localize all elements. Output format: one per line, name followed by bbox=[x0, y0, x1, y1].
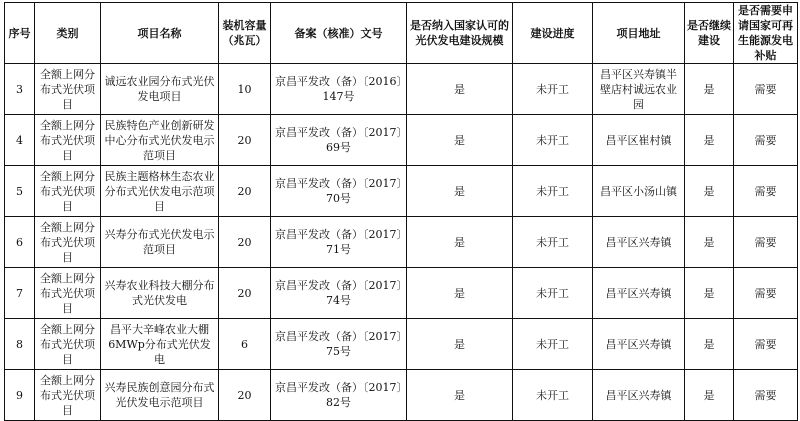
cell-national-scale: 是 bbox=[407, 64, 513, 115]
cell-continue: 是 bbox=[685, 115, 734, 166]
cell-progress: 未开工 bbox=[513, 319, 593, 370]
cell-project-name: 兴寿民族创意园分布式光伏发电示范项目 bbox=[101, 370, 219, 421]
header-national-scale: 是否纳入国家认可的光伏发电建设规模 bbox=[407, 3, 513, 64]
cell-progress: 未开工 bbox=[513, 370, 593, 421]
cell-category: 全额上网分布式光伏项目 bbox=[35, 115, 101, 166]
cell-capacity: 20 bbox=[219, 166, 271, 217]
cell-subsidy: 需要 bbox=[734, 166, 798, 217]
table-row bbox=[5, 268, 798, 319]
table-row bbox=[5, 64, 798, 115]
table-row bbox=[5, 166, 798, 217]
header-progress: 建设进度 bbox=[513, 3, 593, 64]
cell-address: 昌平区小汤山镇 bbox=[593, 166, 685, 217]
header-address: 项目地址 bbox=[593, 3, 685, 64]
cell-progress: 未开工 bbox=[513, 268, 593, 319]
cell-filing-number: 京昌平发改（备）〔2017〕75号 bbox=[271, 319, 407, 370]
header-seq: 序号 bbox=[5, 3, 35, 64]
header-capacity: 装机容量（兆瓦） bbox=[219, 3, 271, 64]
cell-filing-number: 京昌平发改（备）〔2017〕70号 bbox=[271, 166, 407, 217]
cell-address: 昌平区兴寿镇 bbox=[593, 370, 685, 421]
cell-seq: 6 bbox=[5, 217, 35, 268]
cell-project-name: 兴寿分布式光伏发电示范项目 bbox=[101, 217, 219, 268]
cell-national-scale: 是 bbox=[407, 217, 513, 268]
cell-project-name: 昌平大辛峰农业大棚6MWp分布式光伏发电 bbox=[101, 319, 219, 370]
cell-seq: 7 bbox=[5, 268, 35, 319]
cell-filing-number: 京昌平发改（备）〔2017〕69号 bbox=[271, 115, 407, 166]
cell-address: 昌平区崔村镇 bbox=[593, 115, 685, 166]
cell-seq: 5 bbox=[5, 166, 35, 217]
header-filing-number: 备案（核准）文号 bbox=[271, 3, 407, 64]
cell-continue: 是 bbox=[685, 370, 734, 421]
cell-seq: 4 bbox=[5, 115, 35, 166]
cell-address: 昌平区兴寿镇 bbox=[593, 319, 685, 370]
cell-capacity: 20 bbox=[219, 370, 271, 421]
cell-filing-number: 京昌平发改（备）〔2017〕82号 bbox=[271, 370, 407, 421]
table-row bbox=[5, 217, 798, 268]
cell-progress: 未开工 bbox=[513, 217, 593, 268]
cell-project-name: 诚远农业园分布式光伏发电项目 bbox=[101, 64, 219, 115]
cell-project-name: 民族主题格林生态农业分布式光伏发电示范项目 bbox=[101, 166, 219, 217]
project-table bbox=[4, 2, 798, 421]
cell-capacity: 20 bbox=[219, 115, 271, 166]
cell-subsidy: 需要 bbox=[734, 319, 798, 370]
project-table-container bbox=[4, 2, 798, 421]
cell-subsidy: 需要 bbox=[734, 268, 798, 319]
cell-project-name: 民族特色产业创新研发中心分布式光伏发电示范项目 bbox=[101, 115, 219, 166]
cell-project-name: 兴寿农业科技大棚分布式光伏发电 bbox=[101, 268, 219, 319]
table-row bbox=[5, 319, 798, 370]
cell-seq: 3 bbox=[5, 64, 35, 115]
header-project-name: 项目名称 bbox=[101, 3, 219, 64]
cell-category: 全额上网分布式光伏项目 bbox=[35, 217, 101, 268]
cell-category: 全额上网分布式光伏项目 bbox=[35, 166, 101, 217]
cell-subsidy: 需要 bbox=[734, 370, 798, 421]
cell-category: 全额上网分布式光伏项目 bbox=[35, 370, 101, 421]
cell-capacity: 20 bbox=[219, 268, 271, 319]
cell-national-scale: 是 bbox=[407, 268, 513, 319]
cell-seq: 9 bbox=[5, 370, 35, 421]
cell-national-scale: 是 bbox=[407, 319, 513, 370]
cell-continue: 是 bbox=[685, 268, 734, 319]
cell-national-scale: 是 bbox=[407, 370, 513, 421]
cell-continue: 是 bbox=[685, 166, 734, 217]
cell-progress: 未开工 bbox=[513, 115, 593, 166]
cell-continue: 是 bbox=[685, 64, 734, 115]
header-subsidy: 是否需要申请国家可再生能源发电补贴 bbox=[734, 3, 798, 64]
cell-subsidy: 需要 bbox=[734, 115, 798, 166]
header-continue: 是否继续建设 bbox=[685, 3, 734, 64]
cell-category: 全额上网分布式光伏项目 bbox=[35, 319, 101, 370]
cell-address: 昌平区兴寿镇半壁店村诚远农业园 bbox=[593, 64, 685, 115]
cell-capacity: 20 bbox=[219, 217, 271, 268]
cell-capacity: 6 bbox=[219, 319, 271, 370]
cell-address: 昌平区兴寿镇 bbox=[593, 268, 685, 319]
cell-subsidy: 需要 bbox=[734, 217, 798, 268]
cell-filing-number: 京昌平发改（备）〔2016〕147号 bbox=[271, 64, 407, 115]
cell-progress: 未开工 bbox=[513, 64, 593, 115]
table-header-row bbox=[5, 3, 798, 64]
cell-continue: 是 bbox=[685, 319, 734, 370]
cell-filing-number: 京昌平发改（备）〔2017〕71号 bbox=[271, 217, 407, 268]
cell-filing-number: 京昌平发改（备）〔2017〕74号 bbox=[271, 268, 407, 319]
cell-category: 全额上网分布式光伏项目 bbox=[35, 268, 101, 319]
cell-capacity: 10 bbox=[219, 64, 271, 115]
cell-subsidy: 需要 bbox=[734, 64, 798, 115]
header-category: 类别 bbox=[35, 3, 101, 64]
cell-continue: 是 bbox=[685, 217, 734, 268]
cell-national-scale: 是 bbox=[407, 166, 513, 217]
cell-seq: 8 bbox=[5, 319, 35, 370]
cell-address: 昌平区兴寿镇 bbox=[593, 217, 685, 268]
table-row bbox=[5, 115, 798, 166]
cell-national-scale: 是 bbox=[407, 115, 513, 166]
cell-category: 全额上网分布式光伏项目 bbox=[35, 64, 101, 115]
cell-progress: 未开工 bbox=[513, 166, 593, 217]
table-row bbox=[5, 370, 798, 421]
